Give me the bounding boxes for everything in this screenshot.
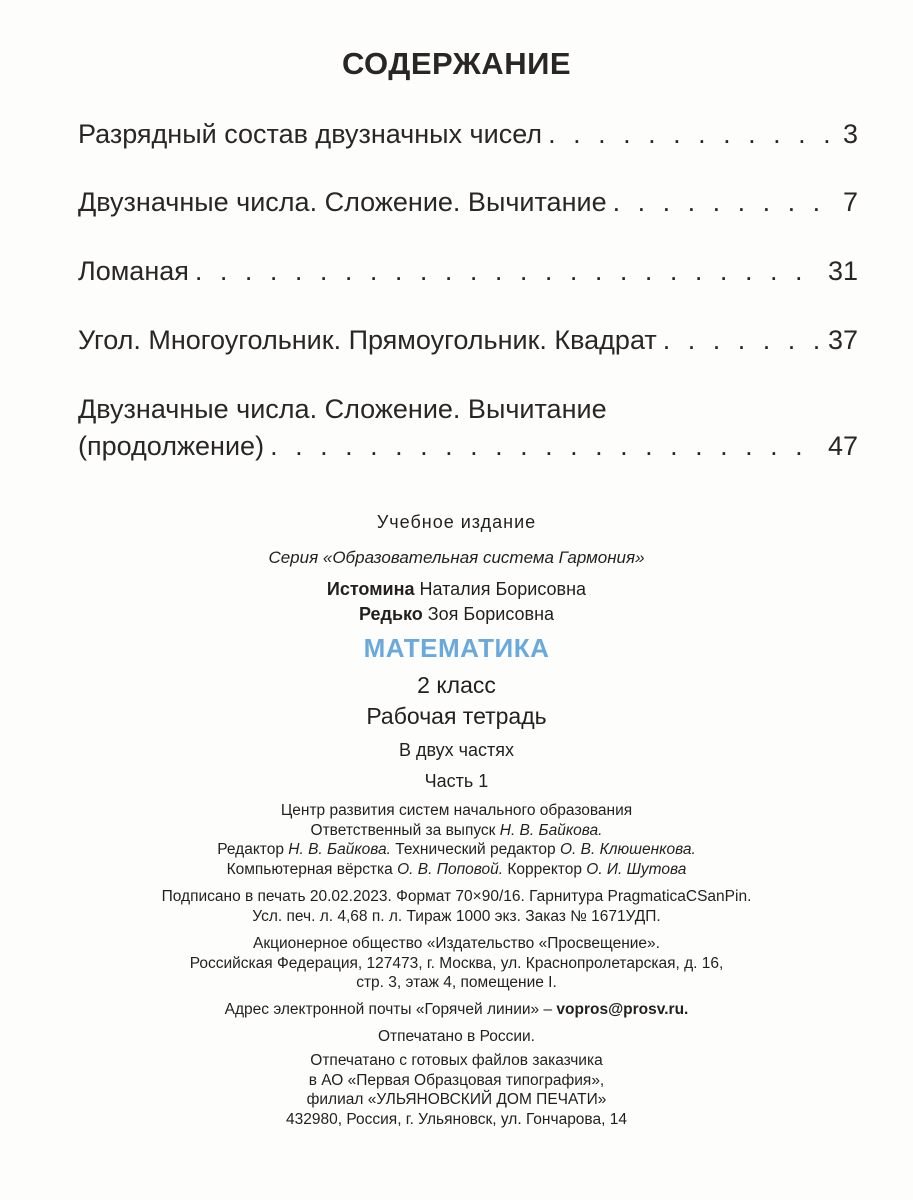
subject-title: МАТЕМАТИКА [363, 633, 550, 663]
publisher-line-2: Российская Федерация, 127473, г. Москва, ул. Краснопролетарская, д. 16, [189, 954, 724, 972]
email-link[interactable]: vopros@prosv.ru. [556, 1001, 689, 1018]
credits-layout-label: Компьютерная вёрстка [226, 860, 398, 878]
publisher-address [0, 934, 913, 993]
credits-tech-label: Технический редактор [390, 841, 560, 858]
toc-entry-page: 47 [827, 431, 858, 461]
toc-leader-dots [548, 116, 835, 153]
toc-entry-text: (продолжение) [78, 431, 265, 461]
author-2-surname: Редько [358, 604, 423, 624]
print-line-2: Усл. печ. л. 4,68 п. л. Тираж 1000 экз. Заказ № 1671УДП. [252, 907, 661, 925]
credits-corrector-label: Корректор [503, 860, 587, 878]
toc-entry-page: 3 [842, 119, 858, 149]
printed-in: Отпечатано в России. [378, 1028, 535, 1045]
printer-line-4: 432980, Россия, г. Ульяновск, ул. Гончарова, 14 [286, 1110, 627, 1128]
author-2 [0, 604, 913, 625]
credits-center: Центр развития систем начального образования [280, 802, 633, 819]
author-1 [0, 579, 913, 600]
toc-entry-text-line1: Двузначные числа. Сложение. Вычитание [78, 394, 607, 424]
toc-leader-dots [613, 184, 835, 221]
toc-entry[interactable] [78, 391, 858, 465]
toc-entry-text: Угол. Многоугольник. Прямоугольник. Квадрат [78, 325, 657, 355]
credits-resp-name: Н. В. Байкова. [499, 821, 603, 839]
parts-count: В двух частях [398, 740, 515, 760]
credits-tech-name: О. В. Клюшенкова. [559, 841, 696, 858]
printer-line-3: филиал «УЛЬЯНОВСКИЙ ДОМ ПЕЧАТИ» [306, 1091, 607, 1108]
credits-corrector-name: О. И. Шутова [586, 860, 687, 878]
toc-entry-text: Ломаная [78, 256, 189, 286]
author-2-name: Зоя Борисовна [427, 604, 555, 624]
edition-type: Учебное издание [376, 512, 537, 532]
toc-entry-text: Разрядный состав двузначных чисел [78, 119, 543, 149]
grade: 2 класс [417, 672, 496, 698]
toc-title: СОДЕРЖАНИЕ [341, 46, 572, 81]
toc-leader-dots [270, 428, 820, 465]
toc-entry-page: 7 [842, 187, 858, 217]
printer-line-2: в АО «Первая Образцовая типография», [308, 1071, 605, 1089]
credits-block [0, 801, 913, 879]
toc-entry[interactable] [78, 116, 858, 153]
email-label: Адрес электронной почты «Горячей линии» – [224, 1001, 557, 1018]
author-1-name: Наталия Борисовна [419, 579, 587, 599]
toc-entry-page: 37 [827, 325, 858, 355]
part-number: Часть 1 [424, 771, 489, 791]
printer-block [0, 1051, 913, 1129]
credits-editors [0, 840, 913, 860]
hotline-email-line [0, 1000, 913, 1020]
toc-leader-dots [195, 253, 820, 290]
toc-entry-text: Двузначные числа. Сложение. Вычитание [78, 187, 607, 217]
toc-leader-dots [663, 322, 820, 359]
credits-editor-name: Н. В. Байкова. [288, 841, 391, 858]
publisher-line-3: стр. 3, этаж 4, помещение I. [356, 974, 557, 991]
print-line-1: Подписано в печать 20.02.2023. Формат 70×90/16. Гарнитура PragmaticaCSanPin. [161, 888, 752, 905]
toc-entry[interactable] [78, 253, 858, 290]
toc-entry[interactable] [78, 184, 858, 221]
credits-editor-label: Редактор [217, 841, 289, 858]
series-name: Серия «Образовательная система Гармония» [268, 548, 645, 567]
printer-line-1: Отпечатано с готовых файлов заказчика [310, 1052, 603, 1069]
author-1-surname: Истомина [326, 579, 415, 599]
credits-layout [0, 860, 913, 880]
print-details [0, 887, 913, 926]
credits-resp-label: Ответственный за выпуск [310, 821, 500, 839]
credits-layout-name: О. В. Поповой. [397, 860, 504, 878]
toc-entry-page: 31 [827, 256, 858, 286]
publisher-line-1: Акционерное общество «Издательство «Просвещение». [253, 935, 660, 952]
workbook-title: Рабочая тетрадь [366, 703, 547, 729]
credits-responsible [0, 821, 913, 841]
toc-entry[interactable] [78, 322, 858, 359]
